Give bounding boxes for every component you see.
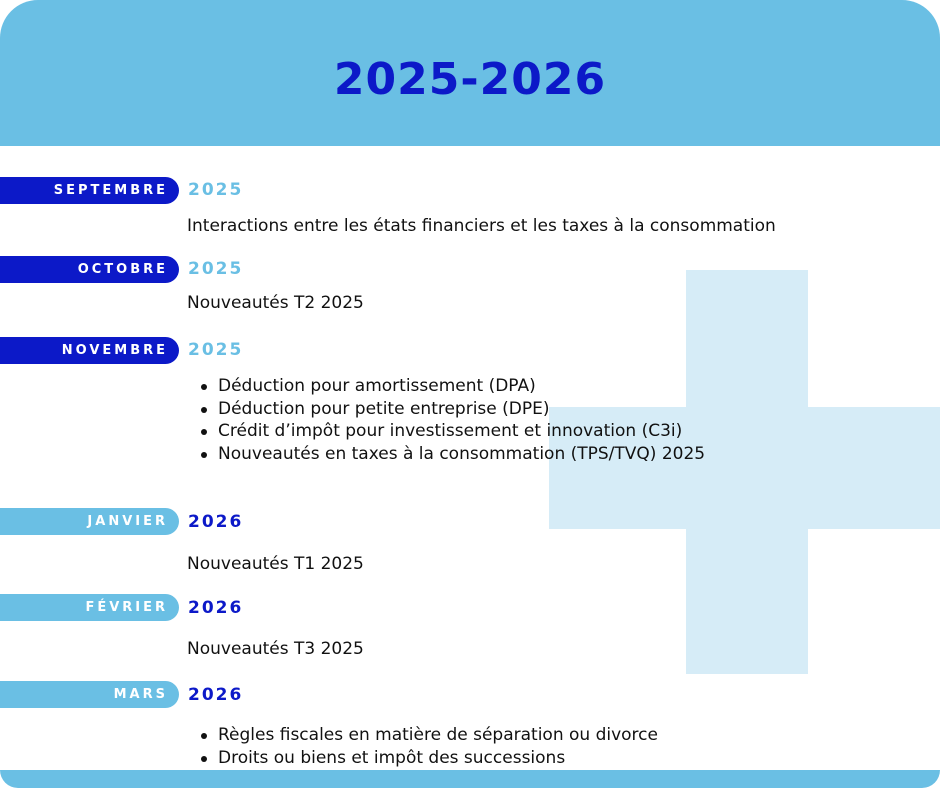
year-label-february: 2026: [188, 598, 244, 618]
year-label-march: 2026: [188, 685, 244, 705]
month-tag-january: JANVIER: [0, 508, 179, 535]
year-label-november: 2025: [188, 340, 244, 360]
session-topic-list: [187, 724, 658, 769]
list-item: Déduction pour petite entreprise (DPE): [187, 398, 705, 421]
session-topic: Nouveautés T2 2025: [187, 293, 364, 313]
session-topic: Interactions entre les états financiers et les taxes à la consommation: [187, 216, 776, 236]
year-label-january: 2026: [188, 512, 244, 532]
list-item: Déduction pour amortissement (DPA): [187, 375, 705, 398]
month-tag-november: NOVEMBRE: [0, 337, 179, 364]
list-item: Règles fiscales en matière de séparation ou divorce: [187, 724, 658, 747]
year-label-september: 2025: [188, 180, 244, 200]
month-tag-february: FÉVRIER: [0, 594, 179, 621]
month-tag-september: SEPTEMBRE: [0, 177, 179, 204]
footer-bar: [0, 770, 940, 788]
month-tag-march: MARS: [0, 681, 179, 708]
list-item: Nouveautés en taxes à la consommation (TPS/TVQ) 2025: [187, 443, 705, 466]
year-label-october: 2025: [188, 259, 244, 279]
page-title: 2025-2026: [333, 54, 607, 105]
month-tag-october: OCTOBRE: [0, 256, 179, 283]
list-item: Crédit d’impôt pour investissement et innovation (C3i): [187, 420, 705, 443]
session-topic: Nouveautés T3 2025: [187, 639, 364, 659]
list-item: Droits ou biens et impôt des successions: [187, 747, 658, 770]
session-topic: Nouveautés T1 2025: [187, 554, 364, 574]
session-topic-list: [187, 375, 705, 465]
